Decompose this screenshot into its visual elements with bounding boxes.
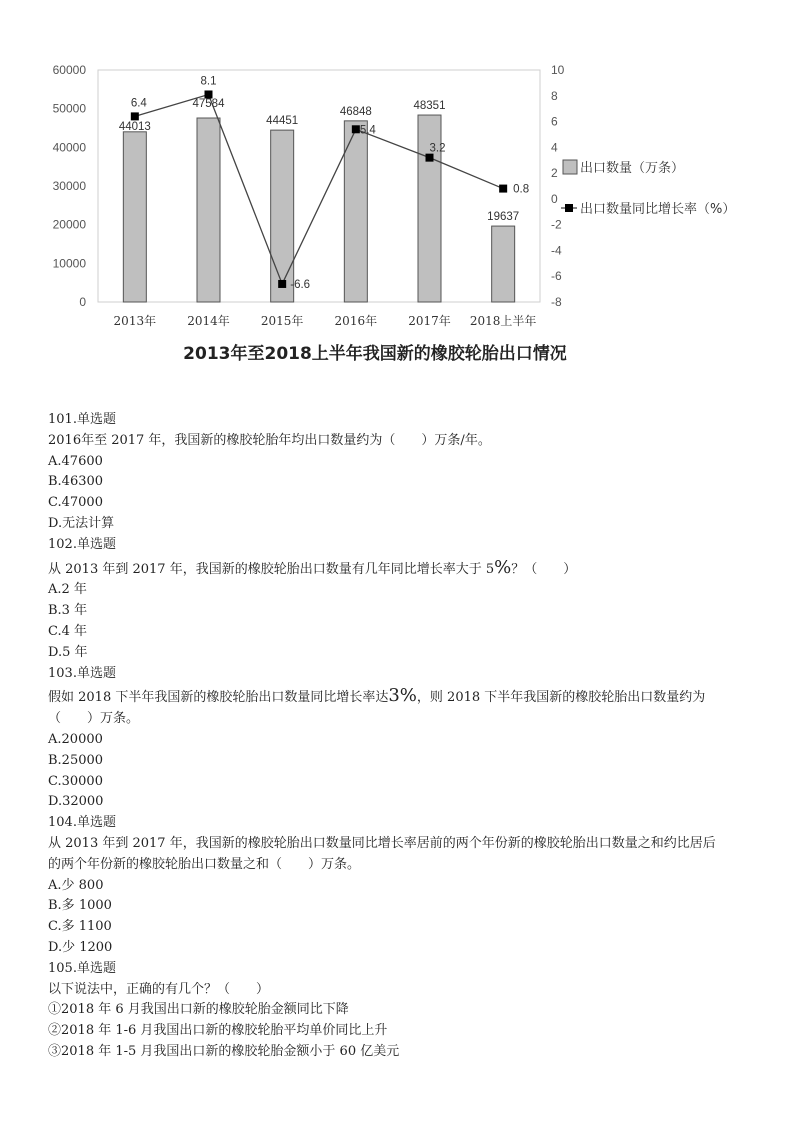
q104-option-d: D.少 1200	[48, 939, 113, 955]
q103-number: 103.单选题	[48, 665, 116, 681]
q103-option-c: C.30000	[48, 773, 103, 789]
left-axis-tick-label: 30000	[52, 179, 86, 193]
q104-option-a: A.少 800	[48, 877, 104, 893]
q104-option-c: C.多 1100	[48, 919, 112, 935]
right-axis-tick-label: 6	[551, 114, 558, 129]
bar	[492, 226, 515, 302]
left-axis-tick-label: 60000	[52, 63, 86, 77]
right-axis-tick-label: 2	[551, 166, 558, 181]
q101-number: 101.单选题	[48, 412, 116, 427]
growth-rate-line	[135, 94, 503, 283]
right-axis-tick-label: -2	[551, 217, 562, 232]
q102-option-d: D.5 年	[48, 644, 88, 660]
q102-option-a: A.2 年	[48, 582, 87, 598]
bar	[123, 132, 146, 302]
q104-stem-line2: 的两个年份新的橡胶轮胎出口数量之和（ ）万条。	[48, 856, 361, 872]
growth-rate-marker	[499, 185, 507, 193]
q103-option-d: D.32000	[48, 794, 104, 810]
q105-stem: 以下说法中，正确的有几个？（ ）	[48, 981, 270, 997]
growth-rate-marker	[278, 280, 286, 288]
q102-number: 102.单选题	[48, 536, 116, 552]
q103-option-b: B.25000	[48, 752, 104, 768]
left-axis-tick-label: 0	[79, 295, 86, 309]
bar-value-label: 46848	[339, 105, 372, 118]
bar-value-label: 19637	[487, 211, 520, 224]
legend-line-marker	[565, 204, 573, 212]
left-axis-tick-label: 20000	[52, 217, 86, 232]
legend-line-label: 出口数量同比增长率（%）	[580, 202, 736, 217]
q102-option-c: C.4 年	[48, 623, 88, 639]
q101-stem: 2016年至 2017 年，我国新的橡胶轮胎年均出口数量约为（ ）万条/年。	[48, 432, 491, 448]
legend-bar-swatch	[563, 160, 577, 174]
q103-percent: 3%	[388, 685, 417, 707]
rate-value-label: -6.6	[290, 278, 311, 291]
right-axis-tick-label: 10	[551, 63, 565, 77]
right-axis-tick-label: 0	[551, 191, 558, 206]
export-chart	[0, 0, 800, 400]
rate-value-label: 0.8	[513, 183, 530, 196]
bar-value-label: 44451	[266, 115, 299, 128]
q105-statement-2: ②2018 年 1-6 月我国出口新的橡胶轮胎平均单价同比上升	[48, 1023, 388, 1039]
growth-rate-marker	[131, 112, 139, 120]
q105-statement-1: ①2018 年 6 月我国出口新的橡胶轮胎金额同比下降	[48, 1002, 349, 1018]
category-label: 2015年	[260, 314, 304, 328]
q104-stem: 从 2013 年到 2017 年，我国新的橡胶轮胎出口数量同比增长率居前的两个年份新的橡胶轮胎出口数量之和约比居后	[48, 835, 716, 851]
left-axis-tick-label: 40000	[52, 140, 86, 155]
question-list	[48, 410, 768, 1063]
category-label: 2013年	[113, 314, 157, 328]
category-label: 2016年	[334, 314, 378, 328]
q103-stem: 假如 2018 下半年我国新的橡胶轮胎出口数量同比增长率达3%，则 2018 下半年我国新的橡胶轮胎出口数量约为	[48, 685, 706, 707]
q101-option-a: A.47600	[48, 453, 103, 469]
q104-option-b: B.多 1000	[48, 898, 112, 914]
q101-option-d: D.无法计算	[48, 515, 115, 531]
growth-rate-marker	[426, 154, 434, 162]
right-axis-tick-label: 4	[551, 140, 558, 155]
bar-value-label: 48351	[413, 100, 446, 113]
category-label: 2014年	[187, 314, 230, 328]
right-axis-tick-label: -6	[551, 269, 562, 284]
plot-area-border	[98, 70, 540, 302]
q105-statement-3: ③2018 年 1-5 月我国出口新的橡胶轮胎金额小于 60 亿美元	[48, 1043, 400, 1059]
bar	[271, 130, 294, 302]
q103-stem-line2: （ ）万条。	[48, 711, 140, 727]
q101-option-c: C.47000	[48, 495, 103, 511]
right-axis-tick-label: 8	[551, 88, 558, 103]
left-axis-tick-label: 10000	[52, 256, 86, 271]
rate-value-label: 8.1	[200, 75, 217, 88]
legend-bar-label: 出口数量（万条）	[580, 161, 685, 176]
chart-title: 2013年至2018上半年我国新的橡胶轮胎出口情况	[183, 344, 567, 364]
bar-value-label: 44013	[118, 120, 151, 133]
right-axis-tick-label: -4	[551, 243, 562, 258]
q102-option-b: B.3 年	[48, 603, 88, 619]
q103-option-a: A.20000	[48, 731, 103, 747]
growth-rate-marker	[352, 125, 360, 133]
category-label: 2017年	[408, 314, 451, 328]
q101-option-b: B.46300	[48, 474, 104, 490]
q102-stem: 从 2013 年到 2017 年，我国新的橡胶轮胎出口数量有几年同比增长率大于 5%？（ ）	[48, 556, 577, 578]
category-label: 2018上半年	[469, 314, 537, 328]
q104-number: 104.单选题	[48, 815, 116, 831]
right-axis-tick-label: -8	[551, 295, 562, 309]
bar	[197, 118, 220, 302]
rate-value-label: 3.2	[429, 142, 446, 155]
q105-number: 105.单选题	[48, 960, 116, 976]
bar-value-label: 47584	[192, 98, 225, 111]
rate-value-label: 5.4	[359, 124, 376, 137]
bar	[344, 121, 367, 302]
rate-value-label: 6.4	[130, 97, 147, 110]
q102-percent: %	[494, 556, 512, 578]
left-axis-tick-label: 50000	[52, 101, 86, 116]
